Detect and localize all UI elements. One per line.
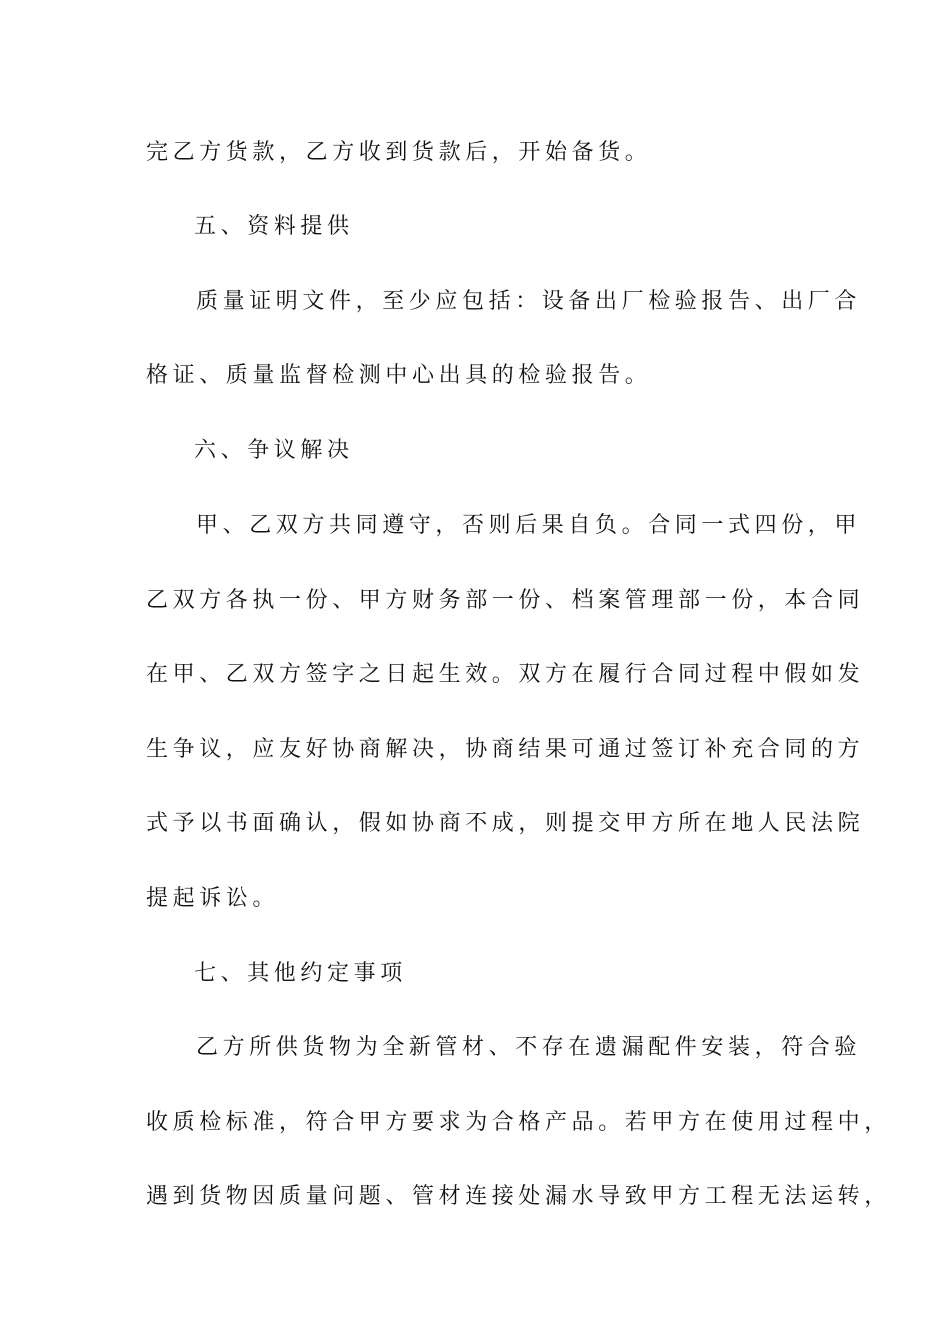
section-heading-seven: 七、其他约定事项	[194, 961, 407, 986]
paragraph-line: 收质检标准，符合甲方要求为合格产品。若甲方在使用过程中，	[146, 1110, 891, 1135]
paragraph-line: 提起诉讼。	[146, 886, 280, 911]
paragraph-line: 在甲、乙双方签字之日起生效。双方在履行合同过程中假如发	[146, 662, 865, 687]
section-heading-five: 五、资料提供	[194, 214, 354, 239]
paragraph-line: 乙双方各执一份、甲方财务部一份、档案管理部一份，本合同	[146, 588, 865, 613]
paragraph-line: 甲、乙双方共同遵守，否则后果自负。合同一式四份，甲	[196, 513, 862, 538]
paragraph-line: 完乙方货款，乙方收到货款后，开始备货。	[146, 140, 652, 165]
paragraph-line: 格证、质量监督检测中心出具的检验报告。	[146, 363, 652, 388]
paragraph-line: 乙方所供货物为全新管材、不存在遗漏配件安装，符合验	[196, 1035, 862, 1060]
paragraph-line: 式予以书面确认，假如协商不成，则提交甲方所在地人民法院	[146, 811, 865, 836]
paragraph-line: 生争议，应友好协商解决，协商结果可通过签订补充合同的方	[146, 737, 865, 762]
paragraph-line: 质量证明文件，至少应包括：设备出厂检验报告、出厂合	[196, 289, 862, 314]
paragraph-line: 遇到货物因质量问题、管材连接处漏水导致甲方工程无法运转，	[146, 1184, 891, 1209]
section-heading-six: 六、争议解决	[194, 438, 354, 463]
